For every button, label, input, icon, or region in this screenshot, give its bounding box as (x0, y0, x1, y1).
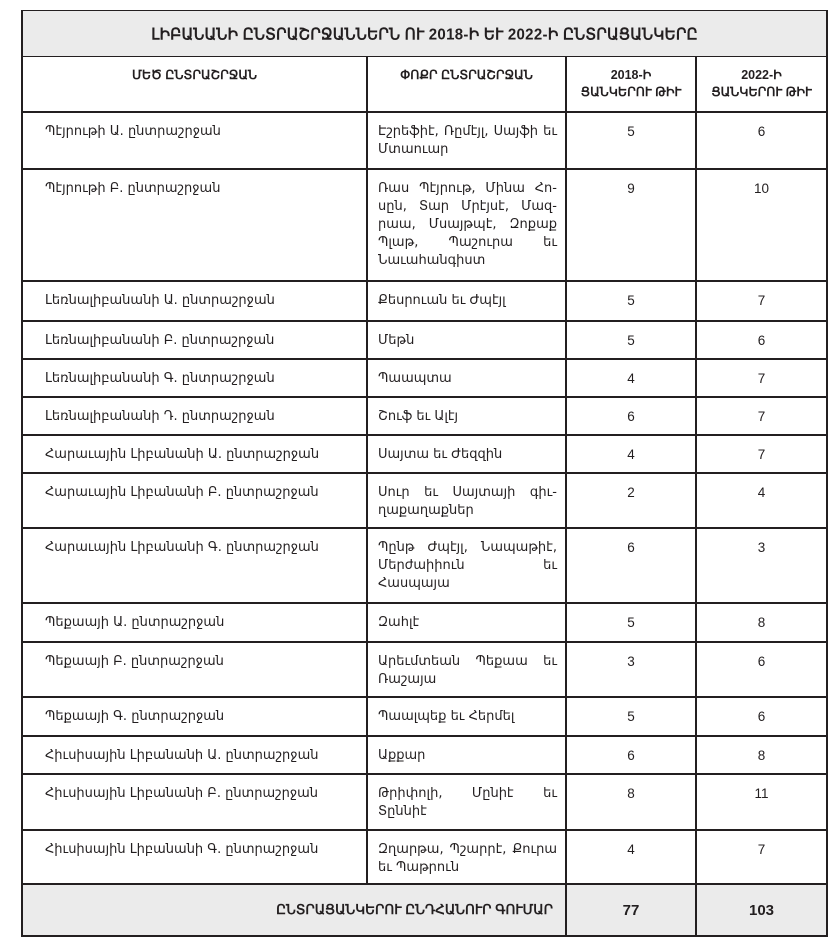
lists-2022-cell: 10 (696, 169, 827, 281)
header-2018-year: 2018-Ի (610, 68, 652, 82)
major-district-cell: Լեռնալիբանանի Բ. ընտրաշրջան (22, 321, 367, 359)
major-district-cell: Հիւսիսային Լիբանանի Բ. ընտրաշրջան (22, 774, 367, 830)
electoral-lists-table (21, 10, 828, 937)
table-row (22, 435, 827, 473)
major-district-cell: Պեքաայի Բ. ընտրաշրջան (22, 642, 367, 697)
minor-district-cell: Զահլէ (367, 603, 566, 642)
minor-district-cell: Աքքար (367, 736, 566, 774)
major-district-cell: Պեքաայի Գ. ընտրաշրջան (22, 697, 367, 736)
lists-2022-cell: 6 (696, 642, 827, 697)
lists-2018-cell: 8 (566, 774, 696, 830)
header-lists-2022 (696, 56, 827, 112)
minor-district-cell: Քեսրուան եւ Ժպէյլ (367, 281, 566, 321)
lists-2022-cell: 7 (696, 397, 827, 435)
major-district-cell: Լեռնալիբանանի Ա. ընտրաշրջան (22, 281, 367, 321)
table-row (22, 473, 827, 528)
table-row (22, 736, 827, 774)
lists-2018-cell: 5 (566, 321, 696, 359)
lists-2018-cell: 4 (566, 830, 696, 884)
lists-2018-cell: 2 (566, 473, 696, 528)
table-row (22, 281, 827, 321)
header-2022-year: 2022-Ի (741, 68, 782, 82)
table-row (22, 603, 827, 642)
major-district-cell: Հարաւային Լիբանանի Բ. ընտրաշրջան (22, 473, 367, 528)
header-2018-count: ՑԱՆԿԵՐՈՒ ԹԻՒ (580, 85, 682, 99)
lists-2022-cell: 6 (696, 321, 827, 359)
lists-2018-cell: 6 (566, 397, 696, 435)
lists-2022-cell: 7 (696, 830, 827, 884)
lists-2022-cell: 7 (696, 281, 827, 321)
lists-2022-cell: 6 (696, 697, 827, 736)
major-district-cell: Լեռնալիբանանի Դ. ընտրաշրջան (22, 397, 367, 435)
lists-2018-cell: 5 (566, 112, 696, 169)
lists-2022-cell: 8 (696, 736, 827, 774)
major-district-cell: Պէյրութի Ա. ընտրաշրջան (22, 112, 367, 169)
header-row (22, 56, 827, 112)
lists-2022-cell: 4 (696, 473, 827, 528)
minor-district-cell: Արեւմտեան Պեքաա եւ Ռաշայա (367, 642, 566, 697)
minor-district-cell: Մեթն (367, 321, 566, 359)
lists-2018-cell: 4 (566, 359, 696, 397)
table-title: ԼԻԲԱՆԱՆԻ ԸՆՏՐԱՇՐՋԱՆՆԵՐՆ ՈՒ 2018-Ի ԵՒ 2022-Ի ԸՆՏՐԱՑԱՆԿԵՐԸ (22, 10, 827, 57)
total-2018: 77 (566, 884, 696, 936)
major-district-cell: Հիւսիսային Լիբանանի Գ. ընտրաշրջան (22, 830, 367, 884)
major-district-cell: Հարաւային Լիբանանի Գ. ընտրաշրջան (22, 528, 367, 603)
minor-district-cell: Ռաս Պէյրութ, Մինա Հոսըն, Տար Մրէյսէ, Մազրաա, Մսայթպէ, Զոքաք Պլաթ, Պաշուրա եւ Նաւահանգիստ (367, 169, 566, 281)
header-minor-district: ՓՈՔՐ ԸՆՏՐԱՇՐՋԱՆ (367, 56, 566, 112)
header-major-district: ՄԵԾ ԸՆՏՐԱՇՐՋԱՆ (22, 56, 367, 112)
table-row (22, 112, 827, 169)
total-row (22, 884, 827, 936)
table-row (22, 697, 827, 736)
minor-district-cell: Սայտա եւ Ժեզզին (367, 435, 566, 473)
table-row (22, 397, 827, 435)
minor-district-cell: Պաապտա (367, 359, 566, 397)
major-district-cell: Լեռնալիբանանի Գ. ընտրաշրջան (22, 359, 367, 397)
major-district-cell: Հիւսիսային Լիբանանի Ա. ընտրաշրջան (22, 736, 367, 774)
title-row (22, 11, 827, 56)
lists-2018-cell: 5 (566, 697, 696, 736)
lists-2018-cell: 5 (566, 281, 696, 321)
lists-2018-cell: 3 (566, 642, 696, 697)
major-district-cell: Հարաւային Լիբանանի Ա. ընտրաշրջան (22, 435, 367, 473)
total-2022: 103 (696, 884, 827, 936)
minor-district-cell: Պընթ Ժպէյլ, Նապաթիէ, Մերժաիիուն եւ Հասպայա (367, 528, 566, 603)
lists-2022-cell: 7 (696, 435, 827, 473)
table-row (22, 321, 827, 359)
major-district-cell: Պեքաայի Ա. ընտրաշրջան (22, 603, 367, 642)
total-label: ԸՆՏՐԱՑԱՆԿԵՐՈՒ ԸՆԴՀԱՆՈՒՐ ԳՈՒՄԱՐ (22, 884, 566, 936)
table-row (22, 830, 827, 884)
lists-2022-cell: 3 (696, 528, 827, 603)
major-district-cell: Պէյրութի Բ. ընտրաշրջան (22, 169, 367, 281)
minor-district-cell: Թրիփոլի, Մընիէ եւ Տըննիէ (367, 774, 566, 830)
table-row (22, 528, 827, 603)
lists-2018-cell: 5 (566, 603, 696, 642)
minor-district-cell: Շուֆ եւ Ալէյ (367, 397, 566, 435)
minor-district-cell: Էշրեֆիէ, Ռըմէյլ, Սայֆի եւ Մտաուար (367, 112, 566, 169)
table-row (22, 169, 827, 281)
minor-district-cell: Սուր եւ Սայտայի գիւղաքաղաքներ (367, 473, 566, 528)
lists-2018-cell: 4 (566, 435, 696, 473)
lists-2018-cell: 6 (566, 528, 696, 603)
lists-2018-cell: 9 (566, 169, 696, 281)
lists-2018-cell: 6 (566, 736, 696, 774)
header-lists-2018 (566, 56, 696, 112)
lists-2022-cell: 7 (696, 359, 827, 397)
lists-2022-cell: 8 (696, 603, 827, 642)
header-2022-count: ՑԱՆԿԵՐՈՒ ԹԻՒ (711, 85, 812, 99)
table-row (22, 774, 827, 830)
lists-2022-cell: 6 (696, 112, 827, 169)
table-row (22, 359, 827, 397)
table-row (22, 642, 827, 697)
lists-2022-cell: 11 (696, 774, 827, 830)
minor-district-cell: Պաալպեք եւ Հերմել (367, 697, 566, 736)
minor-district-cell: Զղարթա, Պշարրէ, Քուրա եւ Պաթրուն (367, 830, 566, 884)
